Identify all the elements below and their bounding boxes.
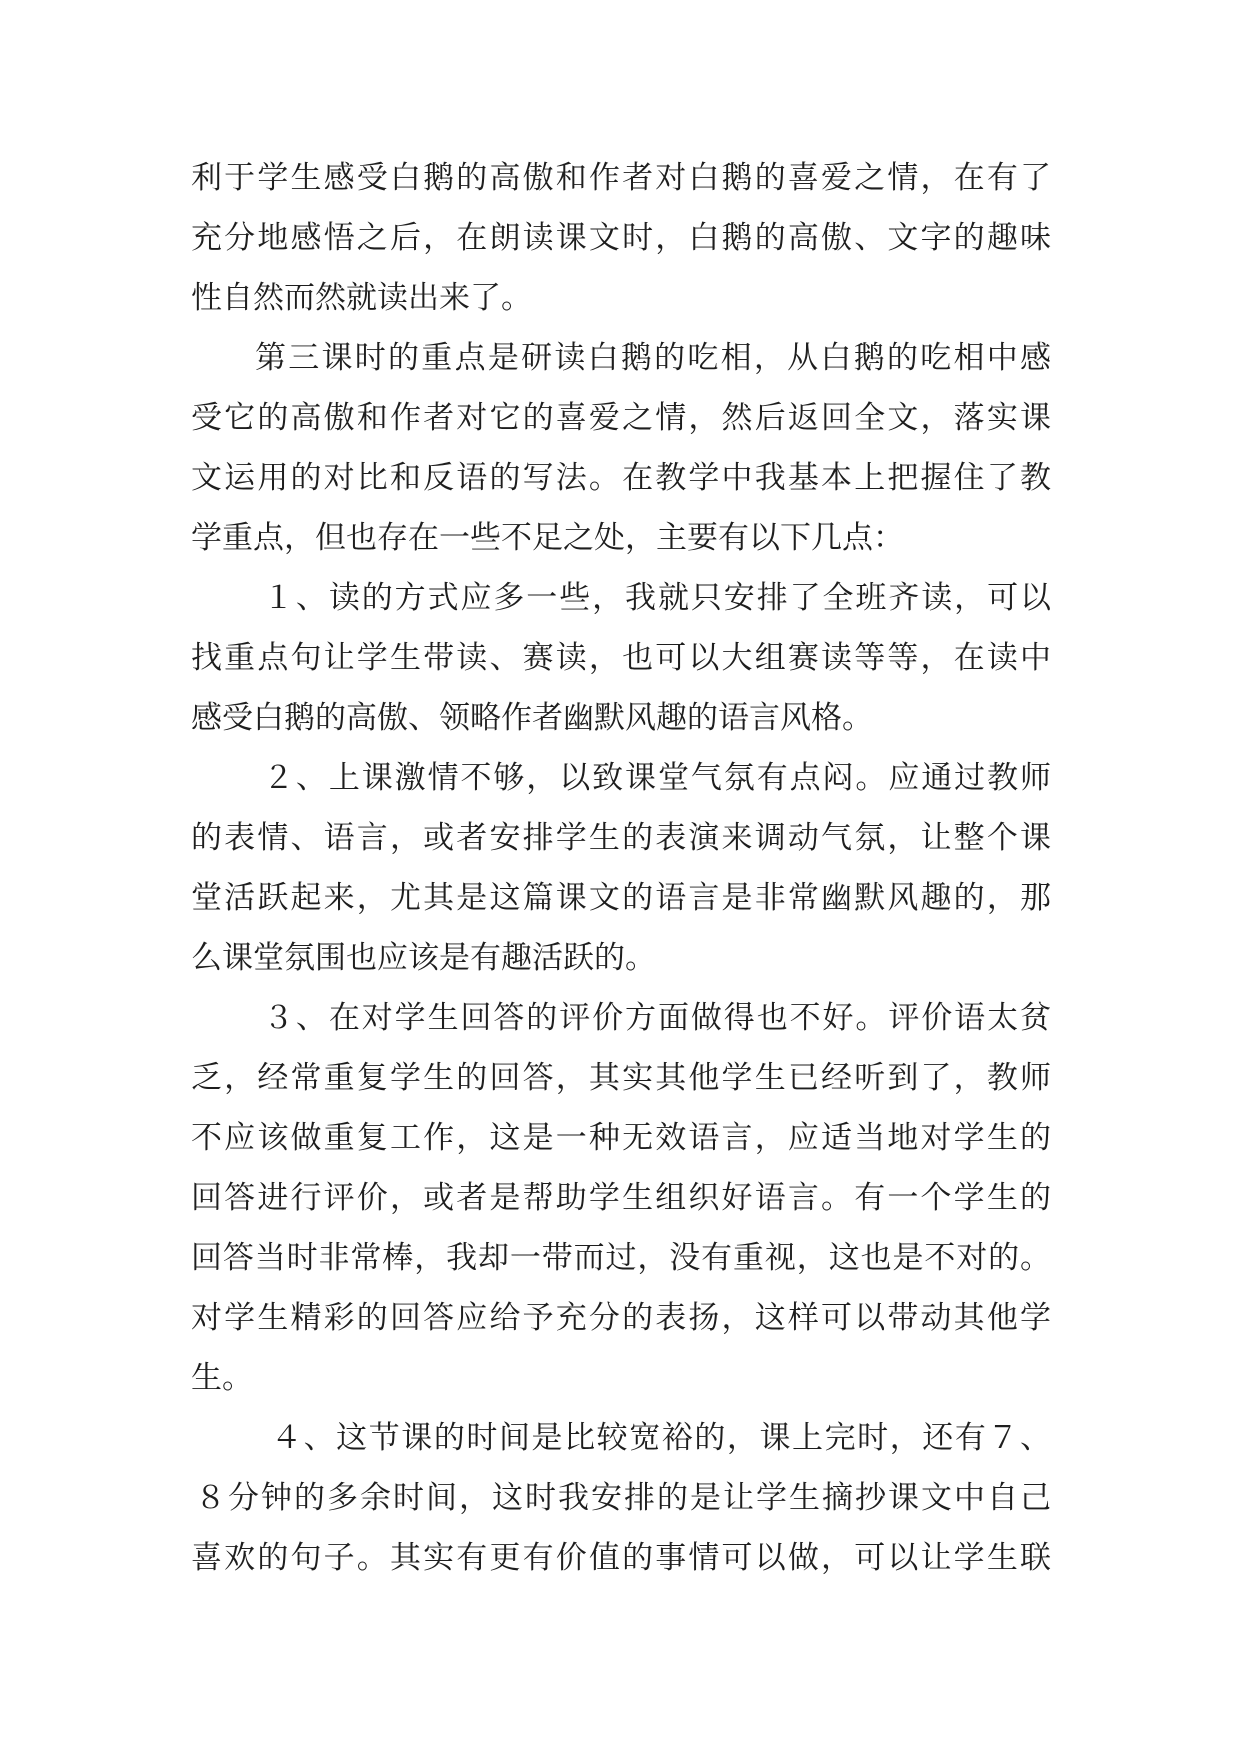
text-line: 找重点句让学生带读、赛读，也可以大组赛读等等，在读中 <box>191 640 1051 676</box>
body-text <box>191 148 1051 1588</box>
list-item-first-line: ２、上课激情不够，以致课堂气氛有点闷。应通过教师 <box>263 760 1051 796</box>
text-line: 文运用的对比和反语的写法。在教学中我基本上把握住了教 <box>191 460 1051 496</box>
list-item-first-line: ４、这节课的时间是比较宽裕的，课上完时，还有７、 <box>271 1420 1051 1456</box>
text-line: 么课堂氛围也应该是有趣活跃的。 <box>191 940 656 976</box>
text-line: 回答当时非常棒，我却一带而过，没有重视，这也是不对的。 <box>191 1240 1051 1276</box>
text-line: 感受白鹅的高傲、领略作者幽默风趣的语言风格。 <box>191 700 873 736</box>
text-line: 充分地感悟之后，在朗读课文时，白鹅的高傲、文字的趣味 <box>191 220 1051 256</box>
text-line: 性自然而然就读出来了。 <box>191 280 532 316</box>
list-item-first-line: １、读的方式应多一些，我就只安排了全班齐读，可以 <box>263 580 1051 616</box>
list-item-first-line: ３、在对学生回答的评价方面做得也不好。评价语太贫 <box>263 1000 1051 1036</box>
text-line: 回答进行评价，或者是帮助学生组织好语言。有一个学生的 <box>191 1180 1051 1216</box>
text-line: 利于学生感受白鹅的高傲和作者对白鹅的喜爱之情，在有了 <box>191 160 1051 196</box>
text-line: 生。 <box>191 1360 253 1396</box>
text-line: 堂活跃起来，尤其是这篇课文的语言是非常幽默风趣的，那 <box>191 880 1051 916</box>
text-line: 的表情、语言，或者安排学生的表演来调动气氛，让整个课 <box>191 820 1051 856</box>
text-line: 对学生精彩的回答应给予充分的表扬，这样可以带动其他学 <box>191 1300 1051 1336</box>
text-line: ８分钟的多余时间，这时我安排的是让学生摘抄课文中自己 <box>195 1480 1051 1516</box>
text-line: 喜欢的句子。其实有更有价值的事情可以做，可以让学生联 <box>191 1540 1051 1576</box>
text-line: 学重点，但也存在一些不足之处，主要有以下几点： <box>191 520 904 556</box>
text-line: 受它的高傲和作者对它的喜爱之情，然后返回全文，落实课 <box>191 400 1051 436</box>
text-line: 乏，经常重复学生的回答，其实其他学生已经听到了，教师 <box>191 1060 1051 1096</box>
text-line: 不应该做重复工作，这是一种无效语言，应适当地对学生的 <box>191 1120 1051 1156</box>
paragraph-first-line: 第三课时的重点是研读白鹅的吃相，从白鹅的吃相中感 <box>255 340 1051 376</box>
